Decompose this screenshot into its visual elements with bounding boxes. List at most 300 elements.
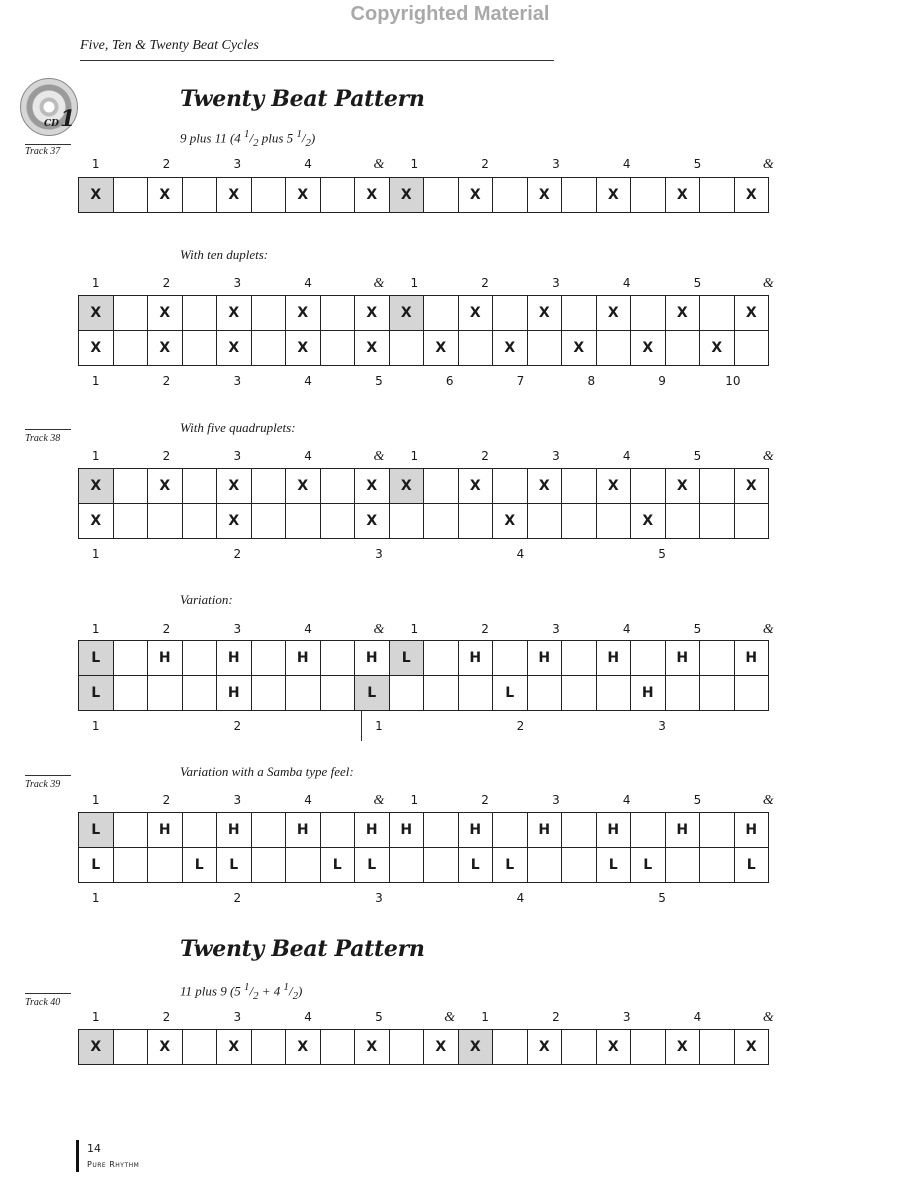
frac-den: 2 bbox=[253, 136, 259, 149]
subtitle-part: plus 5 bbox=[258, 130, 297, 146]
section-title-2: Twenty Beat Pattern bbox=[180, 936, 425, 962]
empty-cell bbox=[182, 469, 217, 504]
beat-cell: X bbox=[458, 469, 493, 504]
beat-count-label: 1 bbox=[410, 276, 419, 290]
beat-count-label: 2 bbox=[162, 622, 171, 636]
beat-count-label: 4 bbox=[622, 622, 631, 636]
beat-count-label: 3 bbox=[552, 793, 560, 807]
beat-cell: X bbox=[217, 296, 252, 331]
empty-cell bbox=[424, 504, 459, 539]
empty-cell bbox=[251, 1030, 286, 1065]
beat-count-label: 2 bbox=[162, 157, 171, 171]
beat-cell: H bbox=[458, 813, 493, 848]
beat-cell: X bbox=[458, 1030, 493, 1065]
beat-count-label: 4 bbox=[304, 157, 312, 171]
subtitle-part: + 4 bbox=[258, 983, 284, 999]
subdivision-count-label: 10 bbox=[725, 374, 741, 388]
beat-cell: X bbox=[596, 178, 631, 213]
empty-cell bbox=[424, 676, 459, 711]
beat-cell: X bbox=[700, 331, 735, 366]
beat-count-label: 2 bbox=[162, 449, 171, 463]
beat-cell: L bbox=[355, 848, 390, 883]
grid-row bbox=[79, 848, 769, 883]
beat-cell: X bbox=[79, 469, 114, 504]
empty-cell bbox=[113, 641, 148, 676]
beat-count-label: 4 bbox=[622, 157, 631, 171]
beat-count-label: 4 bbox=[304, 449, 312, 463]
track-rule bbox=[25, 993, 71, 994]
beat-cell: X bbox=[79, 1030, 114, 1065]
empty-cell bbox=[631, 813, 666, 848]
beat-cell: X bbox=[286, 331, 321, 366]
beat-count-label: 1 bbox=[410, 157, 419, 171]
subdivision-count-label: 3 bbox=[375, 891, 383, 905]
beat-count-label: & bbox=[762, 1010, 774, 1025]
beat-cell: H bbox=[527, 641, 562, 676]
grid-row bbox=[79, 1030, 769, 1065]
subdivision-count-label: 3 bbox=[658, 719, 666, 733]
beat-cell: X bbox=[424, 1030, 459, 1065]
empty-cell bbox=[424, 848, 459, 883]
empty-cell bbox=[631, 469, 666, 504]
rhythm-grid bbox=[78, 812, 769, 883]
beat-cell: L bbox=[389, 641, 424, 676]
beat-cell: X bbox=[631, 504, 666, 539]
beat-count-label: 3 bbox=[233, 622, 242, 636]
empty-cell bbox=[562, 1030, 597, 1065]
frac-den: 2 bbox=[253, 989, 259, 1002]
empty-cell bbox=[665, 504, 700, 539]
empty-cell bbox=[320, 676, 355, 711]
beat-count-label: & bbox=[373, 276, 385, 291]
frac-den: 2 bbox=[292, 989, 299, 1002]
beat-cell: H bbox=[596, 641, 631, 676]
track-label: Track 37 bbox=[25, 146, 61, 157]
beat-count-label: 1 bbox=[410, 793, 419, 807]
beat-count-label: 4 bbox=[304, 622, 312, 636]
beat-cell: H bbox=[527, 813, 562, 848]
beat-cell: X bbox=[217, 331, 252, 366]
beat-cell: X bbox=[355, 331, 390, 366]
beat-count-label: 1 bbox=[91, 793, 100, 807]
empty-cell bbox=[113, 504, 148, 539]
cd-label bbox=[44, 106, 75, 132]
beat-count-label: 4 bbox=[304, 276, 312, 290]
beat-cell: X bbox=[148, 331, 183, 366]
beat-cell: L bbox=[355, 676, 390, 711]
empty-cell bbox=[458, 676, 493, 711]
empty-cell bbox=[251, 813, 286, 848]
empty-cell bbox=[631, 1030, 666, 1065]
empty-cell bbox=[113, 178, 148, 213]
beat-cell: X bbox=[286, 296, 321, 331]
beat-cell: L bbox=[734, 848, 769, 883]
empty-cell bbox=[734, 331, 769, 366]
empty-cell bbox=[665, 848, 700, 883]
empty-cell bbox=[424, 296, 459, 331]
watermark: Copyrighted Material bbox=[350, 3, 550, 25]
empty-cell bbox=[493, 1030, 528, 1065]
empty-cell bbox=[251, 504, 286, 539]
empty-cell bbox=[734, 504, 769, 539]
beat-cell: X bbox=[355, 296, 390, 331]
beat-cell: L bbox=[458, 848, 493, 883]
beat-cell: X bbox=[734, 296, 769, 331]
empty-cell bbox=[320, 1030, 355, 1065]
beat-count-label: 3 bbox=[552, 449, 560, 463]
empty-cell bbox=[113, 1030, 148, 1065]
beat-cell: L bbox=[217, 848, 252, 883]
subdivision-count-label: 5 bbox=[375, 374, 383, 388]
empty-cell bbox=[458, 331, 493, 366]
beat-count-label: 5 bbox=[693, 157, 702, 171]
beat-cell: X bbox=[665, 1030, 700, 1065]
empty-cell bbox=[148, 848, 183, 883]
empty-cell bbox=[493, 813, 528, 848]
beat-count-label: & bbox=[762, 793, 774, 808]
variation-divider bbox=[361, 711, 362, 741]
empty-cell bbox=[113, 469, 148, 504]
empty-cell bbox=[320, 469, 355, 504]
beat-cell: X bbox=[493, 331, 528, 366]
empty-cell bbox=[148, 504, 183, 539]
subdivision-count-label: 4 bbox=[304, 374, 312, 388]
beat-cell: X bbox=[734, 178, 769, 213]
empty-cell bbox=[596, 676, 631, 711]
caption-quadruplets: With five quadruplets: bbox=[180, 420, 296, 435]
beat-count-label: 3 bbox=[233, 157, 242, 171]
beat-cell: L bbox=[631, 848, 666, 883]
empty-cell bbox=[286, 676, 321, 711]
rhythm-grid bbox=[78, 177, 769, 213]
beat-cell: H bbox=[217, 676, 252, 711]
book-title: Pure Rhythm bbox=[87, 1160, 140, 1169]
empty-cell bbox=[631, 641, 666, 676]
empty-cell bbox=[700, 641, 735, 676]
beat-count-label: 3 bbox=[233, 276, 242, 290]
beat-count-label: 1 bbox=[410, 449, 419, 463]
empty-cell bbox=[286, 848, 321, 883]
track-rule bbox=[25, 144, 71, 145]
beat-cell: X bbox=[79, 296, 114, 331]
empty-cell bbox=[113, 296, 148, 331]
beat-cell: H bbox=[631, 676, 666, 711]
beat-cell: X bbox=[596, 1030, 631, 1065]
beat-cell: X bbox=[631, 331, 666, 366]
beat-count-label: & bbox=[762, 622, 774, 637]
empty-cell bbox=[700, 848, 735, 883]
empty-cell bbox=[458, 504, 493, 539]
rhythm-grid bbox=[78, 640, 769, 711]
empty-cell bbox=[182, 331, 217, 366]
beat-count-label: 2 bbox=[162, 1010, 171, 1024]
grid-row bbox=[79, 676, 769, 711]
cd-icon bbox=[20, 78, 78, 136]
beat-count-label: 3 bbox=[233, 1010, 242, 1024]
empty-cell bbox=[700, 178, 735, 213]
beat-cell: L bbox=[79, 676, 114, 711]
subdivision-count-label: 3 bbox=[375, 547, 383, 561]
beat-cell: X bbox=[458, 178, 493, 213]
track-rule bbox=[25, 775, 71, 776]
beat-count-label: 1 bbox=[91, 449, 100, 463]
beat-cell: H bbox=[355, 813, 390, 848]
beat-cell: X bbox=[355, 1030, 390, 1065]
empty-cell bbox=[700, 469, 735, 504]
grid-row bbox=[79, 469, 769, 504]
subdivision-count-label: 1 bbox=[91, 719, 100, 733]
beat-cell: X bbox=[286, 178, 321, 213]
empty-cell bbox=[320, 296, 355, 331]
subdivision-count-label: 2 bbox=[233, 891, 242, 905]
subdivision-count-label: 5 bbox=[658, 547, 666, 561]
beat-cell: L bbox=[182, 848, 217, 883]
beat-cell: X bbox=[79, 504, 114, 539]
beat-cell: H bbox=[148, 813, 183, 848]
empty-cell bbox=[424, 469, 459, 504]
beat-cell: H bbox=[734, 813, 769, 848]
empty-cell bbox=[148, 676, 183, 711]
empty-cell bbox=[562, 813, 597, 848]
subdivision-count-label: 8 bbox=[587, 374, 596, 388]
section-title-1: Twenty Beat Pattern bbox=[180, 86, 425, 112]
empty-cell bbox=[113, 848, 148, 883]
empty-cell bbox=[320, 813, 355, 848]
empty-cell bbox=[182, 1030, 217, 1065]
beat-count-label: 4 bbox=[622, 276, 631, 290]
empty-cell bbox=[424, 641, 459, 676]
beat-cell: L bbox=[596, 848, 631, 883]
caption-samba: Variation with a Samba type feel: bbox=[180, 764, 354, 779]
empty-cell bbox=[562, 848, 597, 883]
beat-cell: L bbox=[79, 813, 114, 848]
cd-number: 1 bbox=[59, 106, 76, 132]
beat-count-label: 5 bbox=[693, 449, 702, 463]
empty-cell bbox=[389, 331, 424, 366]
empty-cell bbox=[251, 178, 286, 213]
beat-cell: X bbox=[493, 504, 528, 539]
subdivision-count-label: 1 bbox=[91, 374, 100, 388]
beat-cell: X bbox=[734, 1030, 769, 1065]
subtitle-part: ) bbox=[310, 130, 316, 146]
empty-cell bbox=[562, 469, 597, 504]
beat-cell: X bbox=[389, 469, 424, 504]
subdivision-count-label: 1 bbox=[91, 891, 100, 905]
grid-row bbox=[79, 813, 769, 848]
frac-num: 1 bbox=[283, 981, 289, 993]
beat-count-label: 4 bbox=[304, 793, 312, 807]
empty-cell bbox=[251, 469, 286, 504]
beat-cell: H bbox=[217, 641, 252, 676]
beat-cell: L bbox=[79, 848, 114, 883]
beat-count-label: 3 bbox=[233, 449, 242, 463]
beat-count-label: 2 bbox=[481, 449, 489, 463]
cd-prefix: CD bbox=[44, 119, 59, 129]
beat-count-label: 4 bbox=[693, 1010, 702, 1024]
empty-cell bbox=[182, 178, 217, 213]
empty-cell bbox=[251, 676, 286, 711]
empty-cell bbox=[527, 848, 562, 883]
beat-cell: X bbox=[734, 469, 769, 504]
empty-cell bbox=[527, 504, 562, 539]
beat-cell: L bbox=[320, 848, 355, 883]
beat-cell: H bbox=[665, 641, 700, 676]
empty-cell bbox=[527, 676, 562, 711]
beat-count-label: 2 bbox=[481, 793, 489, 807]
subtitle-part: 9 plus 11 (4 bbox=[180, 130, 245, 146]
empty-cell bbox=[182, 504, 217, 539]
beat-count-label: & bbox=[373, 793, 385, 808]
subdivision-count-label: 9 bbox=[658, 374, 666, 388]
empty-cell bbox=[320, 641, 355, 676]
empty-cell bbox=[251, 331, 286, 366]
empty-cell bbox=[734, 676, 769, 711]
subdivision-count-label: 2 bbox=[233, 547, 242, 561]
beat-count-label: 2 bbox=[481, 622, 489, 636]
empty-cell bbox=[700, 504, 735, 539]
subdivision-count-label: 1 bbox=[375, 719, 383, 733]
grid-row bbox=[79, 641, 769, 676]
beat-cell: X bbox=[389, 178, 424, 213]
beat-cell: X bbox=[148, 469, 183, 504]
beat-cell: H bbox=[286, 813, 321, 848]
section-subtitle-2: 11 plus 9 (5 $^1/_2 + 4$ $^1/_2$) bbox=[180, 981, 303, 1002]
empty-cell bbox=[389, 1030, 424, 1065]
grid-row bbox=[79, 504, 769, 539]
beat-cell: X bbox=[458, 296, 493, 331]
grid-row bbox=[79, 331, 769, 366]
empty-cell bbox=[631, 178, 666, 213]
subdivision-count-label: 4 bbox=[516, 891, 525, 905]
frac-num: 1 bbox=[296, 128, 302, 140]
beat-cell: L bbox=[79, 641, 114, 676]
beat-cell: X bbox=[527, 469, 562, 504]
beat-cell: X bbox=[217, 504, 252, 539]
beat-cell: L bbox=[493, 848, 528, 883]
beat-cell: X bbox=[355, 178, 390, 213]
subdivision-count-label: 3 bbox=[233, 374, 242, 388]
beat-count-label: & bbox=[373, 449, 385, 464]
beat-cell: X bbox=[79, 331, 114, 366]
beat-cell: X bbox=[596, 296, 631, 331]
empty-cell bbox=[320, 331, 355, 366]
beat-cell: X bbox=[355, 504, 390, 539]
empty-cell bbox=[596, 331, 631, 366]
beat-cell: X bbox=[217, 1030, 252, 1065]
empty-cell bbox=[251, 641, 286, 676]
beat-count-label: & bbox=[762, 276, 774, 291]
empty-cell bbox=[700, 676, 735, 711]
caption-variation: Variation: bbox=[180, 592, 233, 607]
beat-count-label: 5 bbox=[693, 622, 702, 636]
empty-cell bbox=[286, 504, 321, 539]
beat-cell: H bbox=[734, 641, 769, 676]
subdivision-count-label: 6 bbox=[445, 374, 454, 388]
beat-cell: X bbox=[424, 331, 459, 366]
beat-cell: X bbox=[527, 178, 562, 213]
empty-cell bbox=[562, 641, 597, 676]
empty-cell bbox=[320, 178, 355, 213]
empty-cell bbox=[113, 813, 148, 848]
beat-count-label: 1 bbox=[91, 622, 100, 636]
beat-cell: X bbox=[665, 469, 700, 504]
track-rule bbox=[25, 429, 71, 430]
rhythm-grid bbox=[78, 295, 769, 366]
beat-cell: X bbox=[389, 296, 424, 331]
footer-bar bbox=[76, 1140, 79, 1172]
frac-den: 2 bbox=[305, 136, 311, 149]
track-label: Track 38 bbox=[25, 433, 61, 444]
beat-cell: X bbox=[527, 296, 562, 331]
empty-cell bbox=[562, 676, 597, 711]
beat-cell: X bbox=[562, 331, 597, 366]
empty-cell bbox=[700, 1030, 735, 1065]
beat-count-label: 3 bbox=[552, 276, 560, 290]
beat-cell: H bbox=[665, 813, 700, 848]
empty-cell bbox=[562, 178, 597, 213]
beat-count-label: 3 bbox=[622, 1010, 631, 1024]
beat-cell: X bbox=[217, 178, 252, 213]
beat-count-label: 1 bbox=[91, 157, 100, 171]
subdivision-count-label: 2 bbox=[233, 719, 242, 733]
beat-count-label: 2 bbox=[481, 276, 489, 290]
beat-count-label: 1 bbox=[91, 276, 100, 290]
beat-count-label: 1 bbox=[91, 1010, 100, 1024]
beat-count-label: 5 bbox=[375, 1010, 383, 1024]
subdivision-count-label: 4 bbox=[516, 547, 525, 561]
beat-cell: X bbox=[148, 178, 183, 213]
empty-cell bbox=[665, 331, 700, 366]
beat-count-label: 2 bbox=[481, 157, 489, 171]
beat-count-label: 3 bbox=[552, 157, 560, 171]
beat-count-label: 2 bbox=[162, 793, 171, 807]
beat-cell: H bbox=[596, 813, 631, 848]
rhythm-grid bbox=[78, 468, 769, 539]
empty-cell bbox=[493, 178, 528, 213]
subdivision-count-label: 5 bbox=[658, 891, 666, 905]
beat-cell: H bbox=[458, 641, 493, 676]
beat-cell: X bbox=[665, 178, 700, 213]
empty-cell bbox=[424, 813, 459, 848]
empty-cell bbox=[182, 676, 217, 711]
beat-cell: H bbox=[286, 641, 321, 676]
empty-cell bbox=[562, 504, 597, 539]
beat-count-label: & bbox=[373, 622, 385, 637]
page-number: 14 bbox=[87, 1142, 101, 1155]
empty-cell bbox=[182, 296, 217, 331]
subtitle-part: 11 plus 9 (5 bbox=[180, 983, 245, 999]
beat-count-label: 4 bbox=[622, 793, 631, 807]
header-rule bbox=[80, 60, 554, 61]
subdivision-count-label: 2 bbox=[162, 374, 171, 388]
beat-cell: X bbox=[665, 296, 700, 331]
empty-cell bbox=[700, 296, 735, 331]
beat-count-label: 5 bbox=[693, 276, 702, 290]
empty-cell bbox=[389, 504, 424, 539]
track-label: Track 40 bbox=[25, 997, 61, 1008]
beat-cell: X bbox=[527, 1030, 562, 1065]
rhythm-grid bbox=[78, 1029, 769, 1065]
empty-cell bbox=[700, 813, 735, 848]
section-subtitle-1: 9 plus 11 (4 $^1/_2$ plus 5 $^1/_2$) bbox=[180, 128, 316, 149]
empty-cell bbox=[424, 178, 459, 213]
beat-cell: H bbox=[148, 641, 183, 676]
frac-num: 1 bbox=[244, 981, 250, 993]
beat-cell: X bbox=[286, 469, 321, 504]
beat-count-label: 1 bbox=[410, 622, 419, 636]
empty-cell bbox=[251, 848, 286, 883]
beat-cell: H bbox=[389, 813, 424, 848]
